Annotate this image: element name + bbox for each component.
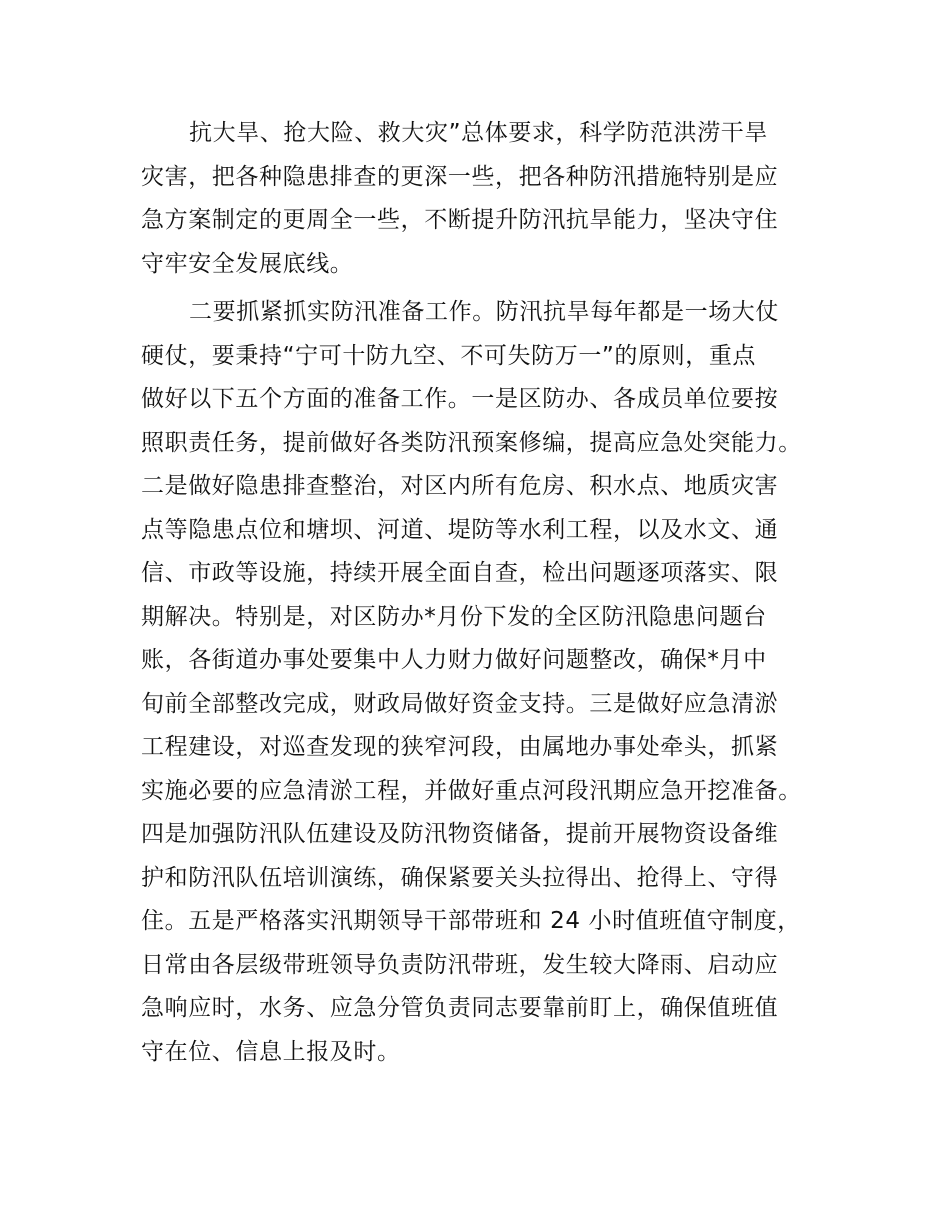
text-line: 守在位、信息上报及时。	[141, 1038, 401, 1065]
text-line: 照职责任务，提前做好各类防汛预案修编，提高应急处突能力。	[141, 429, 802, 456]
text-line: 期解决。特别是，对区防办*月份下发的全区防汛隐患问题台	[141, 603, 767, 630]
text-line: 急响应时，水务、应急分管负责同志要靠前盯上，确保值班值	[141, 995, 779, 1021]
document-body	[141, 112, 831, 1079]
text-line: 点等隐患点位和塘坝、河道、堤防等水利工程，以及水文、通	[141, 516, 779, 543]
text-line: 做好以下五个方面的准备工作。一是区防办、各成员单位要按	[141, 386, 779, 412]
text-line: 四是加强防汛队伍建设及防汛物资储备，提前开展物资设备维	[141, 821, 779, 847]
paragraph-2	[141, 291, 831, 1074]
text-line: 硬仗，要秉持“宁可十防九空、不可失防万一”的原则，重点	[141, 342, 757, 369]
text-line: 信、市政等设施，持续开展全面自查，检出问题逐项落实、限	[141, 560, 779, 586]
text-line: 实施必要的应急清淤工程，并做好重点河段汛期应急开挖准备。	[141, 777, 802, 804]
text-line: 急方案制定的更周全一些，不断提升防汛抗旱能力，坚决守住	[141, 207, 779, 233]
text-line: 护和防汛队伍培训演练，确保紧要关头拉得出、抢得上、守得	[141, 864, 779, 891]
text-line: 工程建设，对巡查发现的狭窄河段，由属地办事处牵头，抓紧	[141, 734, 779, 760]
text-line: 守牢安全发展底线。	[141, 250, 354, 277]
paragraph-1	[141, 112, 831, 286]
text-line: 日常由各层级带班领导负责防汛带班，发生较大降雨、启动应	[141, 951, 779, 978]
text-line: 住。五是严格落实汛期领导干部带班和 24 小时值班值守制度，	[141, 908, 801, 934]
text-line: 账，各街道办事处要集中人力财力做好问题整改，确保*月中	[141, 647, 767, 673]
text-line: 旬前全部整改完成，财政局做好资金支持。三是做好应急清淤	[141, 690, 779, 717]
text-line: 二是做好隐患排查整治，对区内所有危房、积水点、地质灾害	[141, 473, 779, 499]
text-line: 二要抓紧抓实防汛准备工作。防汛抗旱每年都是一场大仗	[189, 299, 779, 325]
text-line: 灾害，把各种隐患排查的更深一些，把各种防汛措施特别是应	[141, 163, 779, 190]
text-line: 抗大旱、抢大险、救大灾”总体要求，科学防范洪涝干旱	[189, 120, 768, 146]
